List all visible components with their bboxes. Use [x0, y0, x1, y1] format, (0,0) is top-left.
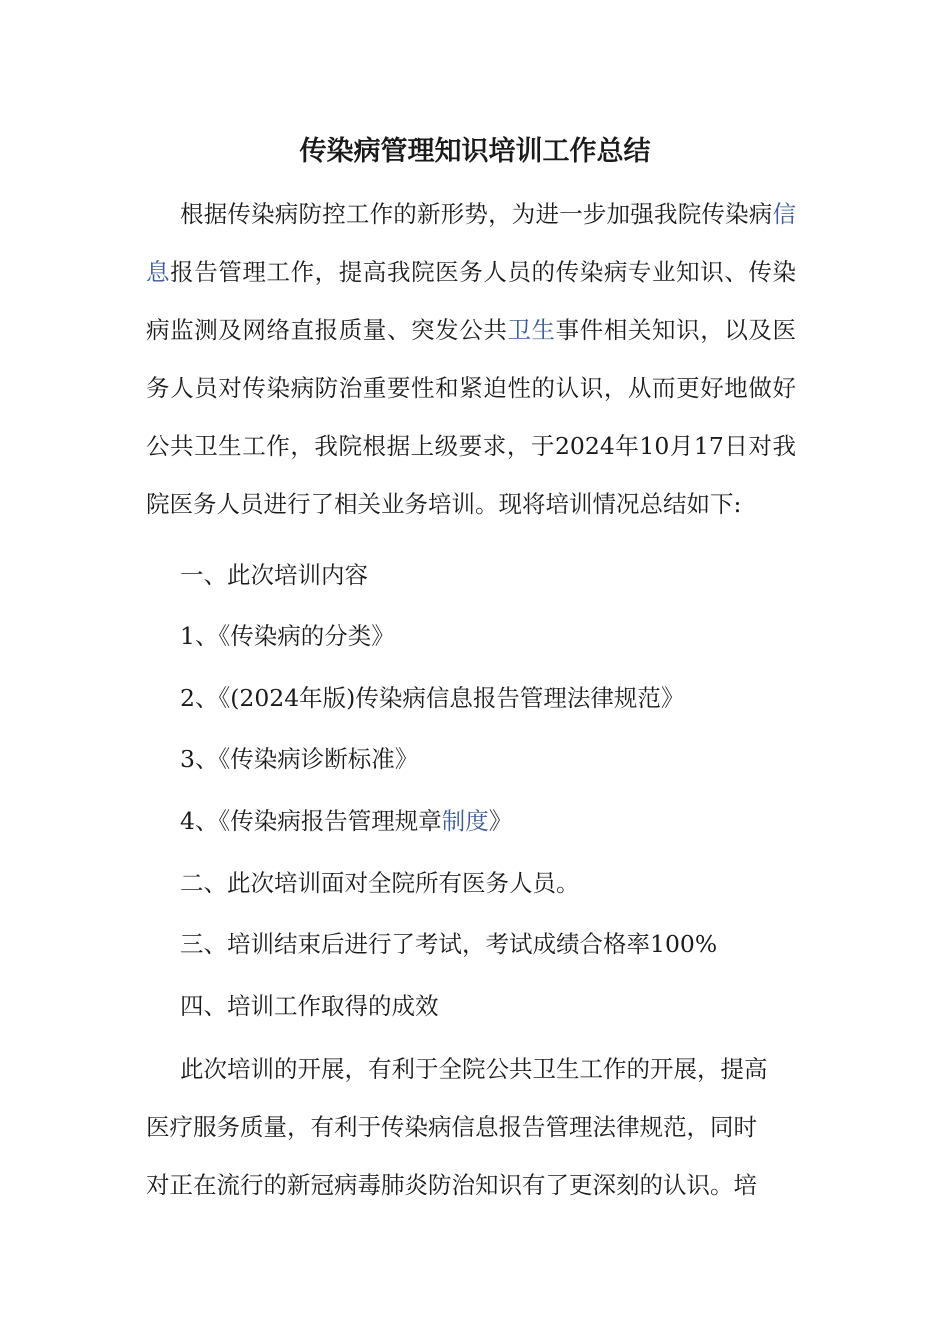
section-heading-training-content: 一、此次培训内容 — [180, 561, 368, 589]
list-item: 3、《传染病诊断标准》 — [180, 745, 419, 773]
intro-paragraph — [146, 185, 796, 533]
info-link[interactable]: 信息 — [146, 200, 796, 286]
regulation-link[interactable]: 制度 — [441, 807, 489, 835]
intro-text-1: 根据传染病防控工作的新形势，为进一步加强我院传染病 — [180, 200, 773, 228]
health-link[interactable]: 卫生 — [507, 316, 556, 344]
list-item: 2、《(2024年版)传染病信息报告管理法律规范》 — [180, 684, 685, 712]
list-item — [180, 801, 512, 841]
section-training-audience: 二、此次培训面对全院所有医务人员。 — [180, 869, 580, 897]
item4-prefix: 4、《传染病报告管理规章 — [180, 807, 442, 835]
item4-suffix: 》 — [488, 807, 513, 835]
document-title: 传染病管理知识培训工作总结 — [299, 136, 651, 167]
intro-text-2: 报告管理工作，提高我院医务人员的传染病专业知识、传染病监测及网络直报质量、突发公共 — [146, 258, 797, 344]
list-item: 1、《传染病的分类》 — [180, 622, 395, 650]
section-exam-result: 三、培训结束后进行了考试，考试成绩合格率100% — [180, 930, 718, 958]
outcome-line: 此次培训的开展，有利于全院公共卫生工作的开展，提高 — [180, 1055, 768, 1083]
outcome-paragraph — [146, 1040, 796, 1214]
outcome-line: 对正在流行的新冠病毒肺炎防治知识有了更深刻的认识。培 — [146, 1171, 757, 1199]
intro-text-3: 事件相关知识，以及医务人员对传染病防治重要性和紧迫性的认识，从而更好地做好公共卫生工作，我院根据上级要求，于2024年10月17日对我院医务人员进行了相关业务培训。现将培训情况总结如下: — [146, 316, 797, 518]
section-heading-outcomes: 四、培训工作取得的成效 — [180, 992, 439, 1020]
outcome-line: 医疗服务质量，有利于传染病信息报告管理法律规范，同时 — [146, 1113, 757, 1141]
